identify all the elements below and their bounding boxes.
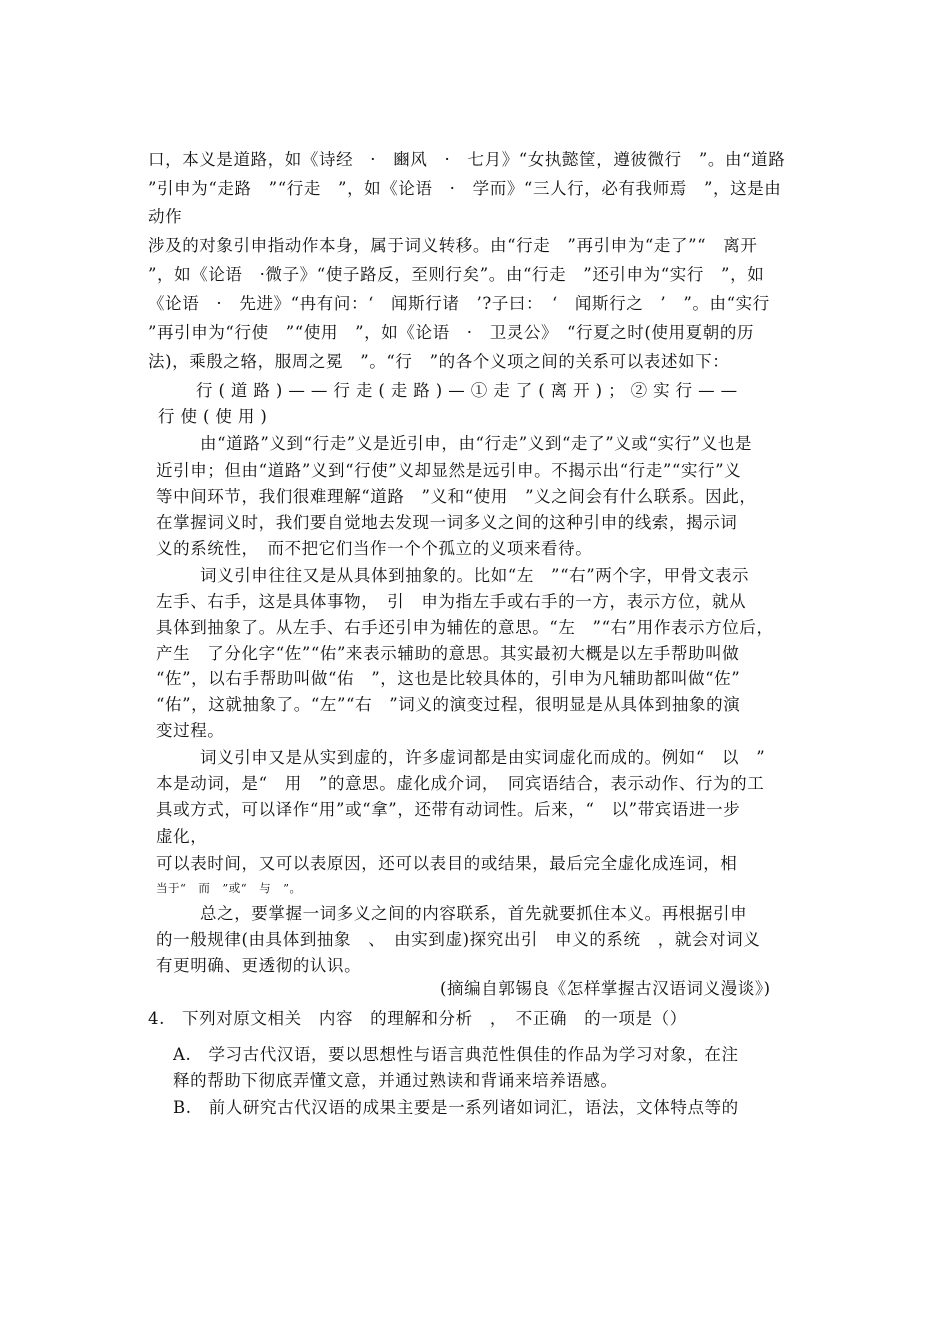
text-line: 《论语 · 先进》“冉有问：‘ 闻斯行诸 ’?子曰： ‘ 闻斯行之 ’ ”。由“实行	[148, 294, 770, 313]
paragraph-start: 词义引申又是从实到虚的，许多虚词都是由实词虚化而成的。例如“ 以 ”	[200, 748, 766, 767]
text-line: 左手、右手，这是具体事物， 引 申为指左手或右手的一方，表示方位，就从	[156, 592, 747, 611]
text-line: 涉及的对象引申指动作本身，属于词义转移。由“行走 ”再引申为“走了”“ 离开	[148, 236, 758, 255]
question-stem: 4. 下列对原文相关 内容 的理解和分析 ， 不正确 的一项是（）	[148, 1009, 687, 1028]
text-line: 产生 了分化字“佐”“佑”来表示辅助的意思。其实最初大概是以左手帮助叫做	[156, 644, 740, 663]
text-line: 在掌握词义时，我们要自觉地去发现一词多义之间的这种引申的线索，揭示词	[156, 513, 738, 532]
option-a-continued: 释的帮助下彻底弄懂文意，并通过熟读和背诵来培养语感。	[173, 1071, 618, 1090]
text-line: ”再引申为“行使 ”“使用 ”，如《论语 · 卫灵公》 “行夏之时(使用夏朝的历	[148, 323, 755, 342]
text-line: “佐”，以右手帮助叫做“佑 ”，这也是比较具体的，引申为凡辅助都叫做“佐”	[156, 669, 741, 688]
text-line: 等中间环节，我们很难理解“道路 ”义和“使用 ”义之间会有什么联系。因此，	[156, 487, 757, 506]
text-line: 可以表时间，又可以表原因，还可以表目的或结果，最后完全虚化成连词，相	[156, 854, 738, 873]
text-line: 具或方式，可以译作“用”或“拿”，还带有动词性。后来，“ 以”带宾语进一步	[156, 800, 741, 819]
option-b: B. 前人研究古代汉语的成果主要是一系列诸如词汇，语法，文体特点等的	[173, 1098, 739, 1117]
text-line-relation: 行(道路)——行走(走路)—①走了(离开)；②实行——	[196, 381, 744, 400]
paragraph-start: 总之，要掌握一词多义之间的内容联系，首先就要抓住本义。再根据引申	[200, 904, 748, 923]
text-line: 当于“ 而 ”或“ 与 ”。	[156, 881, 302, 895]
text-line: 本是动词，是“ 用 ”的意思。虚化成介词， 同宾语结合，表示动作、行为的工	[156, 774, 765, 793]
text-line: 虚化，	[156, 827, 208, 846]
paragraph-start: 词义引申往往又是从具体到抽象的。比如“左 ”“右”两个字，甲骨文表示	[200, 566, 750, 585]
text-line: 义的系统性， 而不把它们当作一个个孤立的义项来看待。	[156, 539, 593, 558]
paragraph-start: 由“道路”义到“行走”义是近引申，由“行走”义到“走了”义或“实行”义也是	[200, 434, 753, 453]
text-line: 变过程。	[156, 721, 225, 740]
text-line: 具体到抽象了。从左手、右手还引申为辅佐的意思。“左 ”“右”用作表示方位后，	[156, 618, 774, 637]
text-line-relation: 行使(使用)	[158, 407, 273, 426]
option-a: A. 学习古代汉语，要以思想性与语言典范性俱佳的作品为学习对象，在注	[173, 1045, 739, 1064]
text-line: 的一般规律(由具体到抽象 、 由实到虚)探究出引 申义的系统 ，就会对词义	[156, 930, 761, 949]
text-line: “佑”，这就抽象了。“左”“右 ”词义的演变过程，很明显是从具体到抽象的演	[156, 695, 741, 714]
text-line: ”，如《论语 ·微子》“使子路反，至则行矣”。由“行走 ”还引申为“实行 ”，如	[148, 265, 765, 284]
text-line: ”引申为“走路 ”“行走 ”，如《论语 · 学而》“三人行，必有我师焉 ”，这是由	[148, 179, 782, 198]
text-line: 口，本义是道路，如《诗经 · 豳风 · 七月》“女执懿筐，遵彼微行 ”。由“道路	[148, 150, 786, 169]
source-citation: (摘编自郭锡良《怎样掌握古汉语词义漫谈》)	[440, 979, 771, 998]
text-line: 动作	[148, 207, 183, 226]
text-line: 有更明确、更透彻的认识。	[156, 956, 362, 975]
text-line: 近引申；但由“道路”义到“行使”义却显然是远引申。不揭示出“行走”“实行”义	[156, 461, 742, 480]
text-line: 法)，乘殷之辂，服周之冕 ”。“行 ”的各个义项之间的关系可以表述如下：	[148, 352, 730, 371]
